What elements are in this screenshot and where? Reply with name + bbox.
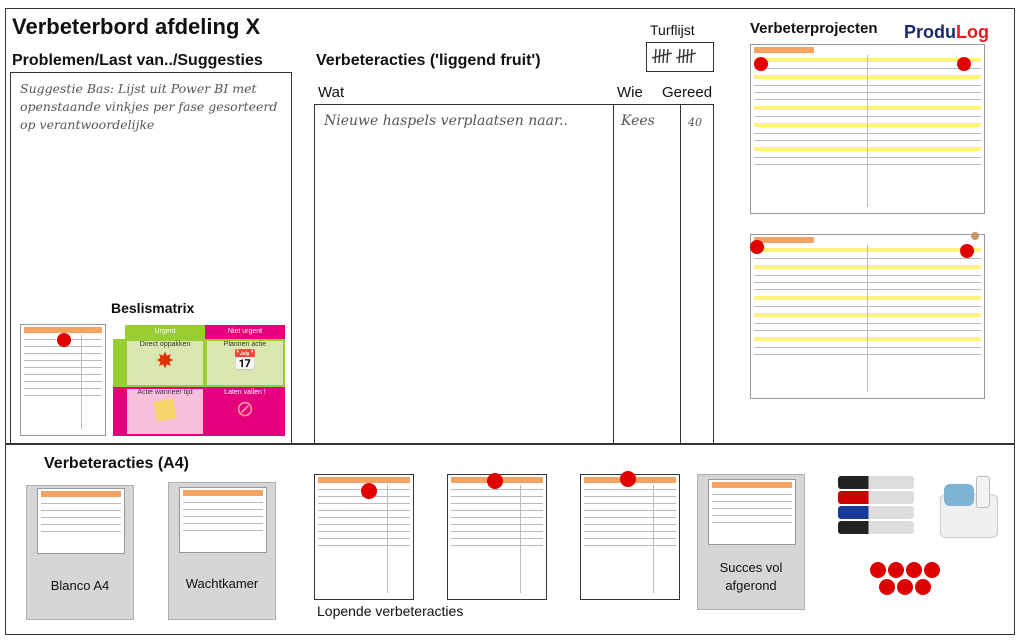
- pocket-form: [708, 479, 796, 545]
- matrix-cell-drop-label: Laten vallen !: [224, 389, 266, 396]
- red-magnet: [57, 333, 71, 347]
- decision-matrix: [113, 325, 285, 436]
- red-magnet: [957, 57, 971, 71]
- a4-heading: Verbeteracties (A4): [44, 455, 189, 472]
- completed-line-2: afgerond: [725, 578, 777, 593]
- calendar-icon: 📅: [232, 350, 258, 372]
- marker-black: [838, 476, 914, 489]
- actions-col-who: Wie: [617, 84, 643, 101]
- logo-part1: Produ: [904, 22, 956, 42]
- actions-col-done: Gereed: [662, 84, 713, 101]
- matrix-cell-do: [125, 339, 205, 387]
- actions-heading: Verbeteracties ('liggend fruit'): [316, 52, 541, 69]
- pocket-blank-a4-label: Blanco A4: [50, 578, 110, 593]
- suggestion-note: [20, 80, 285, 134]
- suggestion-line-3: op verantwoordelijke: [20, 117, 155, 132]
- matrix-row-important: [113, 339, 125, 387]
- logo-part2: Log: [956, 22, 989, 42]
- matrix-row-not-important: [113, 387, 125, 436]
- actions-table: [314, 104, 714, 444]
- red-magnet: [620, 471, 636, 487]
- pocket-blank-a4: [26, 485, 134, 620]
- actions-divider-done: [680, 104, 681, 444]
- bronze-magnet: [971, 232, 979, 240]
- red-magnets-group: [868, 560, 948, 600]
- board-title: Verbeterbord afdeling X: [12, 14, 261, 39]
- running-action-form-2: [447, 474, 547, 600]
- actions-col-what: Wat: [318, 84, 345, 101]
- actions-divider-who: [613, 104, 614, 444]
- eraser-and-spray-icon: [934, 476, 1002, 538]
- tally-heading: Turflijst: [650, 22, 695, 38]
- marker-blue: [838, 506, 914, 519]
- pocket-form: [37, 488, 125, 554]
- problems-heading: Problemen/Last van../Suggesties: [12, 52, 263, 69]
- whiteboard-markers: [838, 476, 914, 536]
- matrix-header-not-urgent: Niet urgent: [205, 325, 285, 339]
- running-action-form-3: [580, 474, 680, 600]
- running-actions-label: Lopende verbeteracties: [317, 603, 464, 619]
- matrix-cell-delegate: [125, 387, 205, 436]
- matrix-cell-delegate-label: Actie wanneer tijd: [137, 389, 193, 396]
- a3-project-form-1: [750, 44, 985, 214]
- pocket-form: [179, 487, 267, 553]
- explosion-icon: ✸: [155, 348, 175, 373]
- suggestion-line-2: openstaande vinkjes per fase gesorteerd: [20, 99, 278, 114]
- sticky-note-icon: [153, 398, 176, 421]
- action-row-who: Kees: [621, 113, 655, 129]
- red-magnet: [754, 57, 768, 71]
- red-magnet: [361, 483, 377, 499]
- red-magnet: [960, 244, 974, 258]
- suggestion-line-1: Suggestie Bas: Lijst uit Power BI met: [20, 81, 257, 96]
- action-row-what: Nieuwe haspels verplaatsen naar..: [324, 113, 569, 129]
- tally-marks-icon: [652, 46, 708, 66]
- matrix-cell-do-label: Direct oppakken: [139, 341, 191, 348]
- pocket-waiting-room-label: Wachtkamer: [185, 576, 259, 591]
- matrix-header-urgent: Urgent: [125, 325, 205, 339]
- action-row-done: 40: [688, 116, 702, 129]
- projects-heading: Verbeterprojecten: [750, 20, 878, 37]
- tally-marks: [652, 46, 708, 71]
- red-magnet: [487, 473, 503, 489]
- marker-black-2: [838, 521, 914, 534]
- matrix-cell-plan-label: Plannen actie: [223, 341, 267, 348]
- matrix-cell-plan: [205, 339, 285, 387]
- red-magnet: [750, 240, 764, 254]
- a3-project-form-2: [750, 234, 985, 399]
- no-entry-icon: ⊘: [235, 396, 255, 421]
- matrix-cell-drop: [205, 387, 285, 436]
- marker-red: [838, 491, 914, 504]
- pocket-completed: [697, 474, 805, 610]
- pocket-completed-label: [698, 559, 804, 595]
- produlog-logo: [904, 22, 989, 43]
- pocket-waiting-room: [168, 482, 276, 620]
- completed-line-1: Succes vol: [719, 560, 783, 575]
- matrix-heading: Beslismatrix: [111, 300, 195, 316]
